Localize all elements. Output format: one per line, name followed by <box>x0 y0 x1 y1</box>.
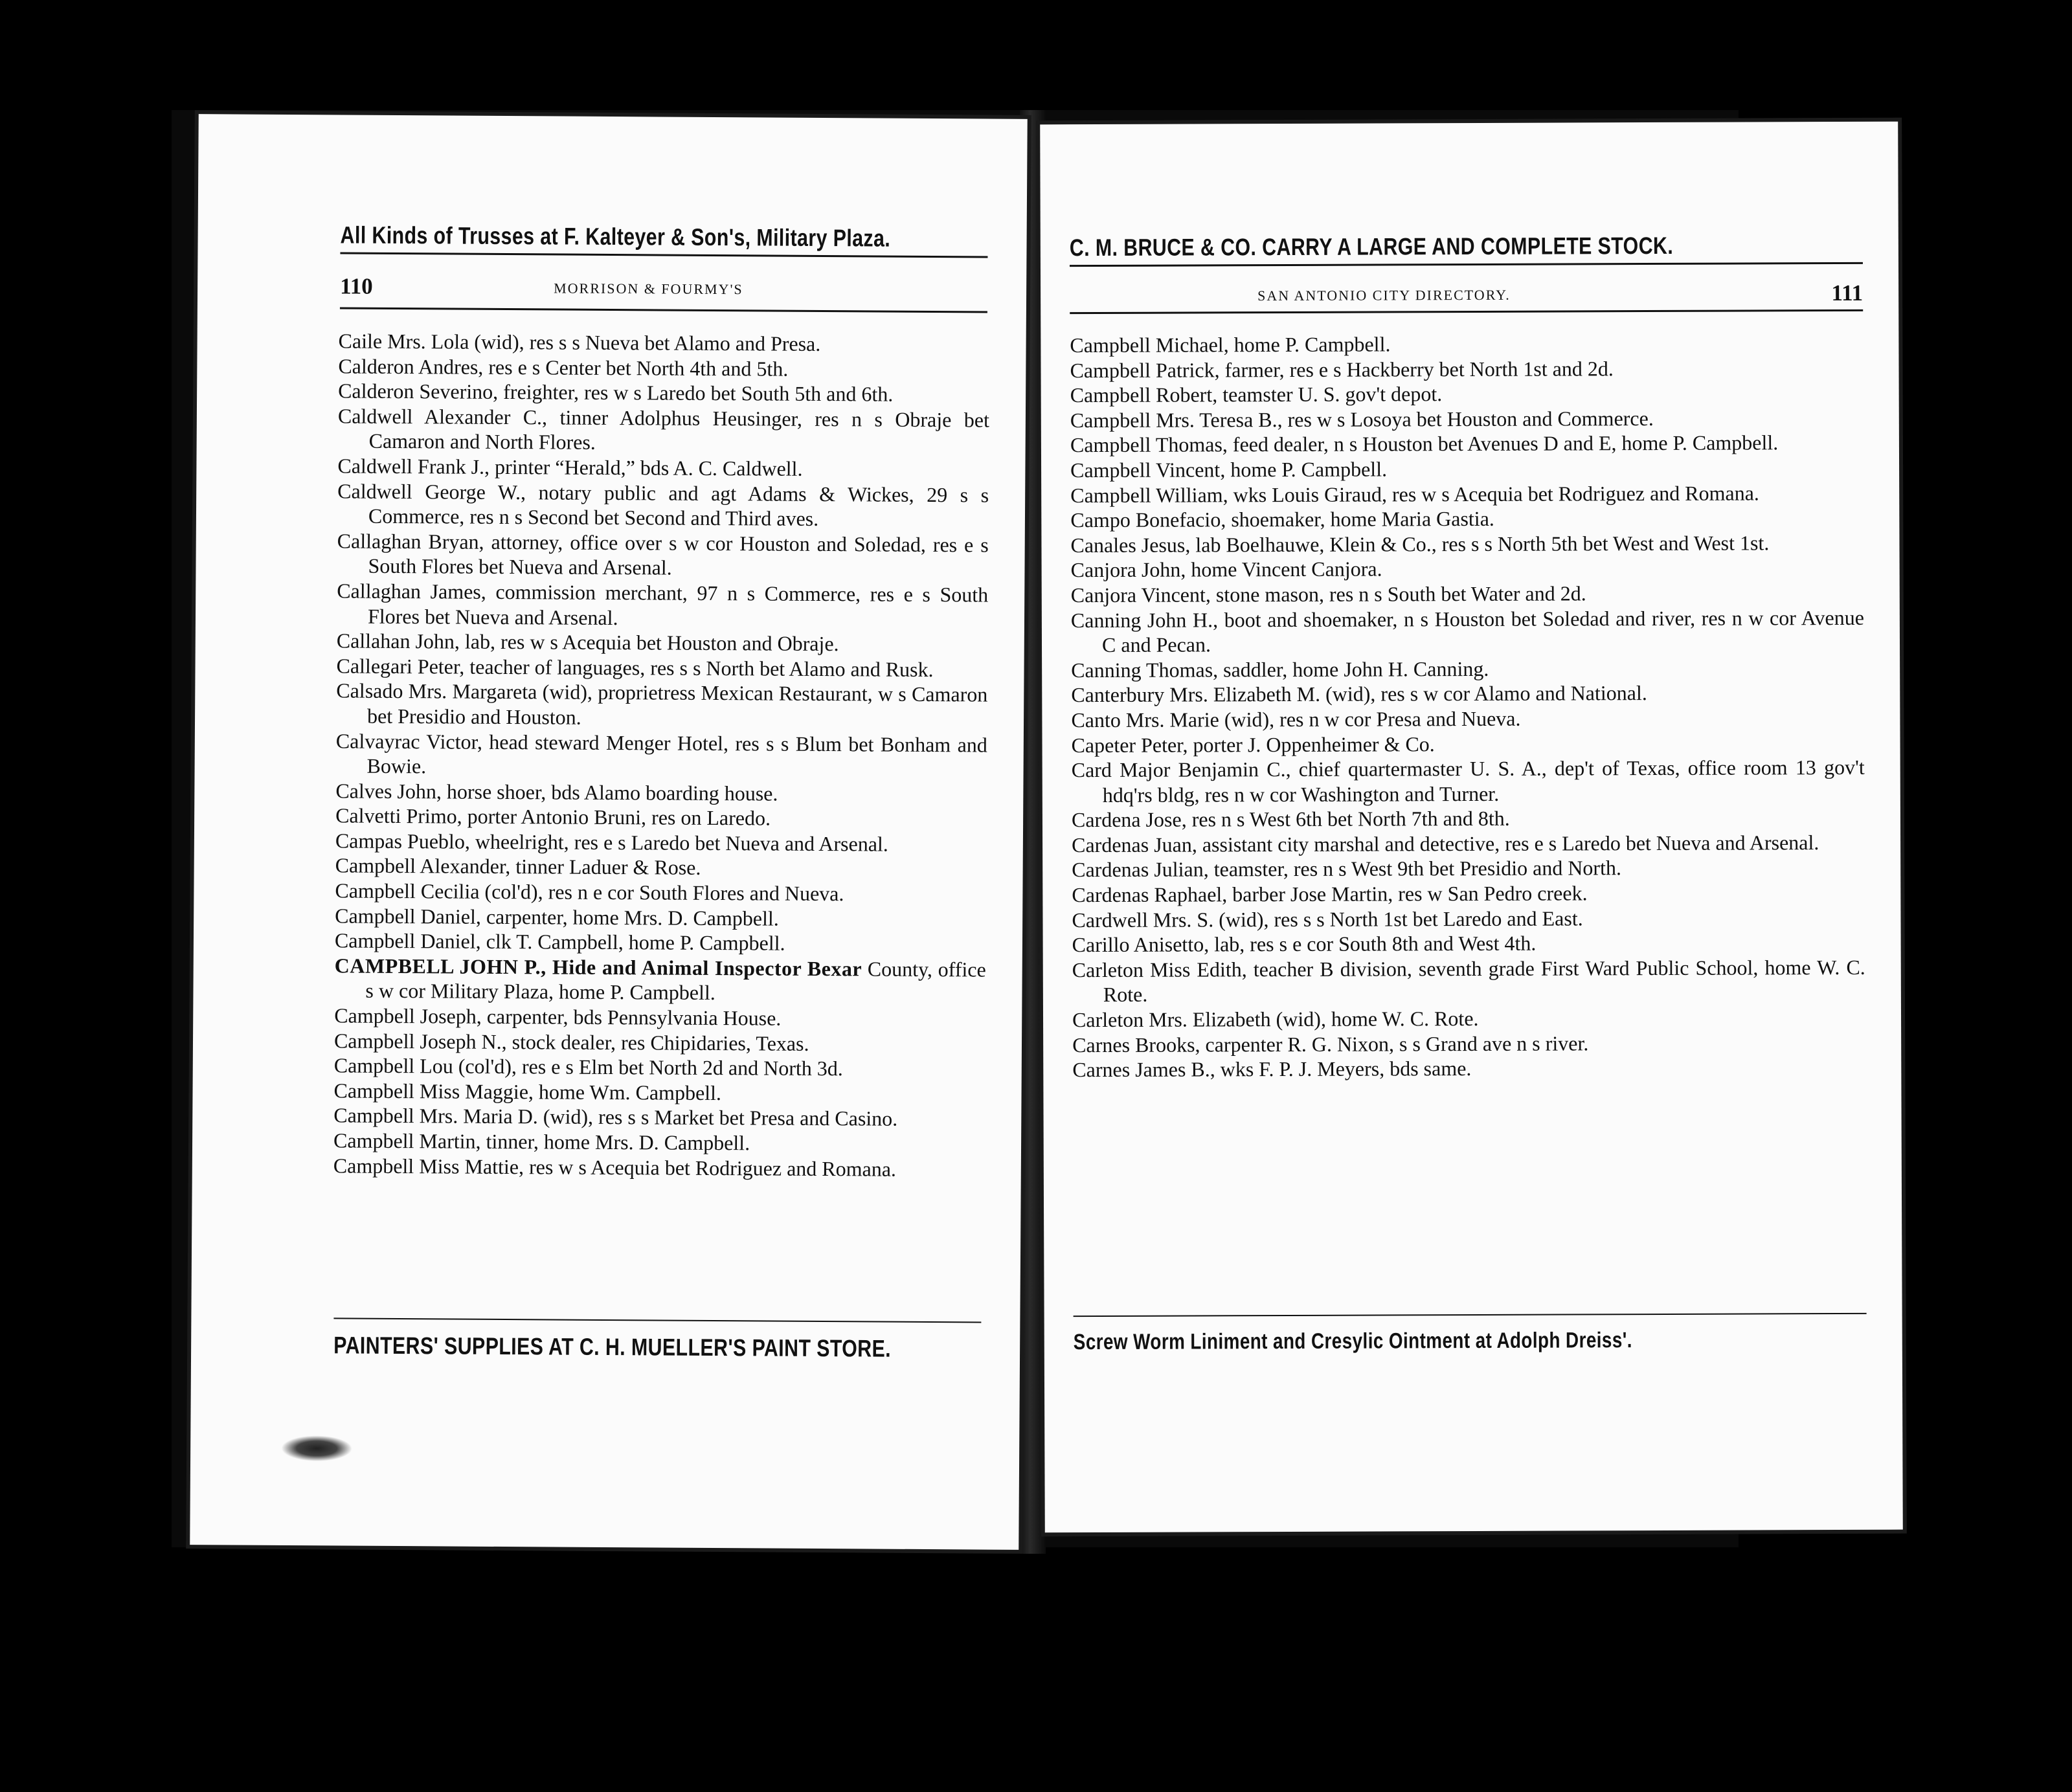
ink-smudge <box>281 1435 352 1462</box>
left-entry-list <box>333 328 990 1182</box>
directory-entry: Campbell Michael, home P. Campbell. <box>1070 332 1391 357</box>
directory-entry: Campbell Miss Mattie, res w s Acequia bet Rodriguez and Romana. <box>333 1154 897 1181</box>
directory-entry: Calvayrac Victor, head steward Menger Hotel, res s s Blum bet Bonham and Bowie. <box>335 728 987 778</box>
directory-entry: Carleton Miss Edith, teacher B division, seventh grade First Ward Public School, home W. C. Rote. <box>1072 955 1865 1007</box>
left-top-rule <box>340 252 987 258</box>
directory-entry: Campbell Vincent, home P. Campbell. <box>1070 457 1388 482</box>
directory-entry: Card Major Benjamin C., chief quartermaster U. S. A., dep't of Texas, office room 13 gov't hdq'rs bldg, res n w cor Washington and Turner. <box>1071 755 1865 807</box>
right-bottom-rule <box>1074 1313 1867 1317</box>
directory-entry: Campo Bonefacio, shoemaker, home Maria Gastia. <box>1070 507 1494 532</box>
directory-entry: Carnes Brooks, carpenter R. G. Nixon, s s Grand ave n s river. <box>1072 1031 1589 1057</box>
directory-entry: Carleton Mrs. Elizabeth (wid), home W. C. Rote. <box>1072 1006 1479 1032</box>
directory-entry: Campbell Mrs. Teresa B., res w s Losoya bet Houston and Commerce. <box>1070 406 1654 432</box>
directory-entry: Carnes James B., wks F. P. J. Meyers, bds same. <box>1072 1057 1472 1082</box>
directory-entry: Campbell Cecilia (col'd), res n e cor South Flores and Nueva. <box>335 879 844 906</box>
left-page-number: 110 <box>340 273 373 299</box>
right-running-head <box>1070 280 1863 309</box>
directory-entry: Callaghan James, commission merchant, 97 n s Commerce, res e s South Flores bet Nueva and Arsenal. <box>337 579 989 629</box>
left-page <box>190 114 1027 1550</box>
directory-entry: Canjora John, home Vincent Canjora. <box>1070 557 1382 582</box>
directory-entry: Caldwell Frank J., printer “Herald,” bds A. C. Caldwell. <box>337 454 803 480</box>
directory-entry: Campbell Daniel, carpenter, home Mrs. D. Campbell. <box>335 904 779 930</box>
directory-entry: Campbell Joseph N., stock dealer, res Chipidaries, Texas. <box>333 1029 809 1055</box>
directory-entry: Campbell Mrs. Maria D. (wid), res s s Market bet Presa and Casino. <box>333 1103 898 1131</box>
directory-entry: Campas Pueblo, wheelright, res e s Laredo bet Nueva and Arsenal. <box>335 829 888 856</box>
directory-entry: Canto Mrs. Marie (wid), res n w cor Presa and Nueva. <box>1071 706 1521 732</box>
directory-entry: Caldwell George W., notary public and agt Adams & Wickes, 29 s s Commerce, res n s Second bet Second and Third aves. <box>337 478 989 531</box>
directory-entry: Calvetti Primo, porter Antonio Bruni, res on Laredo. <box>335 803 771 830</box>
directory-entry: Cardwell Mrs. S. (wid), res s s North 1st bet Laredo and East. <box>1072 906 1583 932</box>
directory-entry: Campbell William, wks Louis Giraud, res w s Acequia bet Rodriguez and Romana. <box>1070 481 1759 507</box>
left-top-advert: All Kinds of Trusses at F. Kalteyer & Son's, Military Plaza. <box>340 221 891 252</box>
directory-entry: Canning John H., boot and shoemaker, n s Houston bet Soledad and river, res n w cor Avenue C and Pecan. <box>1070 605 1864 657</box>
left-bottom-rule <box>333 1317 981 1323</box>
right-top-advert: C. M. BRUCE & CO. CARRY A LARGE AND COMPLETE STOCK. <box>1069 232 1674 262</box>
directory-entry: Calderon Andres, res e s Center bet North 4th and 5th. <box>338 354 789 381</box>
right-bottom-advert: Screw Worm Liniment and Cresylic Ointment at Adolph Dreiss'. <box>1073 1328 1632 1355</box>
directory-entry: Callegari Peter, teacher of languages, res s s North bet Alamo and Rusk. <box>336 654 934 681</box>
directory-entry: Capeter Peter, porter J. Oppenheimer & Co. <box>1071 732 1435 757</box>
directory-entry: Callaghan Bryan, attorney, office over s w cor Houston and Soledad, res e s South Flores bet Nueva and Arsenal. <box>337 529 989 579</box>
bold-entry-rest: County, office s w cor Military Plaza, home P. Campbell. <box>365 957 986 1005</box>
directory-entry: Canales Jesus, lab Boelhauwe, Klein & Co., res s s North 5th bet West and West 1st. <box>1070 531 1770 557</box>
directory-entry: Campbell Thomas, feed dealer, n s Houston bet Avenues D and E, home P. Campbell. <box>1070 431 1779 457</box>
directory-entry: Callahan John, lab, res w s Acequia bet Houston and Obraje. <box>336 629 839 656</box>
directory-entry: Calderon Severino, freighter, res w s Laredo bet South 5th and 6th. <box>338 379 894 406</box>
right-header-rule <box>1070 309 1863 314</box>
left-running-head <box>340 273 987 303</box>
directory-entry: Canjora Vincent, stone mason, res n s South bet Water and 2d. <box>1070 581 1586 607</box>
right-running-title: SAN ANTONIO CITY DIRECTORY. <box>1257 286 1511 304</box>
left-bottom-advert: PAINTERS' SUPPLIES AT C. H. MUELLER'S PAINT STORE. <box>333 1332 892 1362</box>
directory-entry: Cardenas Raphael, barber Jose Martin, res w San Pedro creek. <box>1072 881 1588 907</box>
left-running-title: MORRISON & FOURMY'S <box>554 280 743 298</box>
right-page-number: 111 <box>1831 280 1864 306</box>
directory-entry: Carillo Anisetto, lab, res s e cor South 8th and West 4th. <box>1072 931 1537 957</box>
directory-entry: Canterbury Mrs. Elizabeth M. (wid), res s w cor Alamo and National. <box>1071 681 1647 707</box>
directory-entry: Campbell Patrick, farmer, res e s Hackberry bet North 1st and 2d. <box>1070 356 1614 382</box>
directory-entry: Calves John, horse shoer, bds Alamo boarding house. <box>335 779 778 805</box>
left-header-rule <box>340 307 987 313</box>
right-top-rule <box>1070 262 1863 267</box>
directory-entry: Campbell Alexander, tinner Laduer & Rose. <box>335 853 701 880</box>
directory-entry: Caile Mrs. Lola (wid), res s s Nueva bet Alamo and Presa. <box>338 329 821 355</box>
right-page <box>1040 122 1903 1533</box>
directory-entry: Campbell Robert, teamster U. S. gov't depot. <box>1070 382 1443 407</box>
directory-entry: Cardena Jose, res n s West 6th bet North 7th and 8th. <box>1071 807 1510 832</box>
right-entry-list <box>1070 330 1865 1082</box>
directory-entry: Cardenas Julian, teamster, res n s West 9th bet Presidio and North. <box>1072 856 1622 882</box>
directory-entry: Campbell Joseph, carpenter, bds Pennsylvania House. <box>334 1003 782 1030</box>
bold-entry-name: CAMPBELL JOHN P., Hide and Animal Inspector Bexar <box>334 954 862 981</box>
directory-entry: Calsado Mrs. Margareta (wid), proprietress Mexican Restaurant, w s Camaron bet Presidio and Houston. <box>336 678 988 729</box>
directory-entry: Campbell Lou (col'd), res e s Elm bet North 2d and North 3d. <box>333 1053 843 1081</box>
directory-entry: Campbell Daniel, clk T. Campbell, home P. Campbell. <box>334 928 785 955</box>
directory-entry: Campbell Miss Maggie, home Wm. Campbell. <box>333 1079 722 1104</box>
directory-entry-bold <box>334 953 985 1007</box>
directory-entry: Cardenas Juan, assistant city marshal and detective, res e s Laredo bet Nueva and Arsenal. <box>1072 831 1819 857</box>
directory-entry: Canning Thomas, saddler, home John H. Canning. <box>1071 656 1489 682</box>
directory-entry: Caldwell Alexander C., tinner Adolphus Heusinger, res n s Obraje bet Camaron and North Flores. <box>337 404 990 454</box>
directory-entry: Campbell Martin, tinner, home Mrs. D. Campbell. <box>333 1128 750 1155</box>
